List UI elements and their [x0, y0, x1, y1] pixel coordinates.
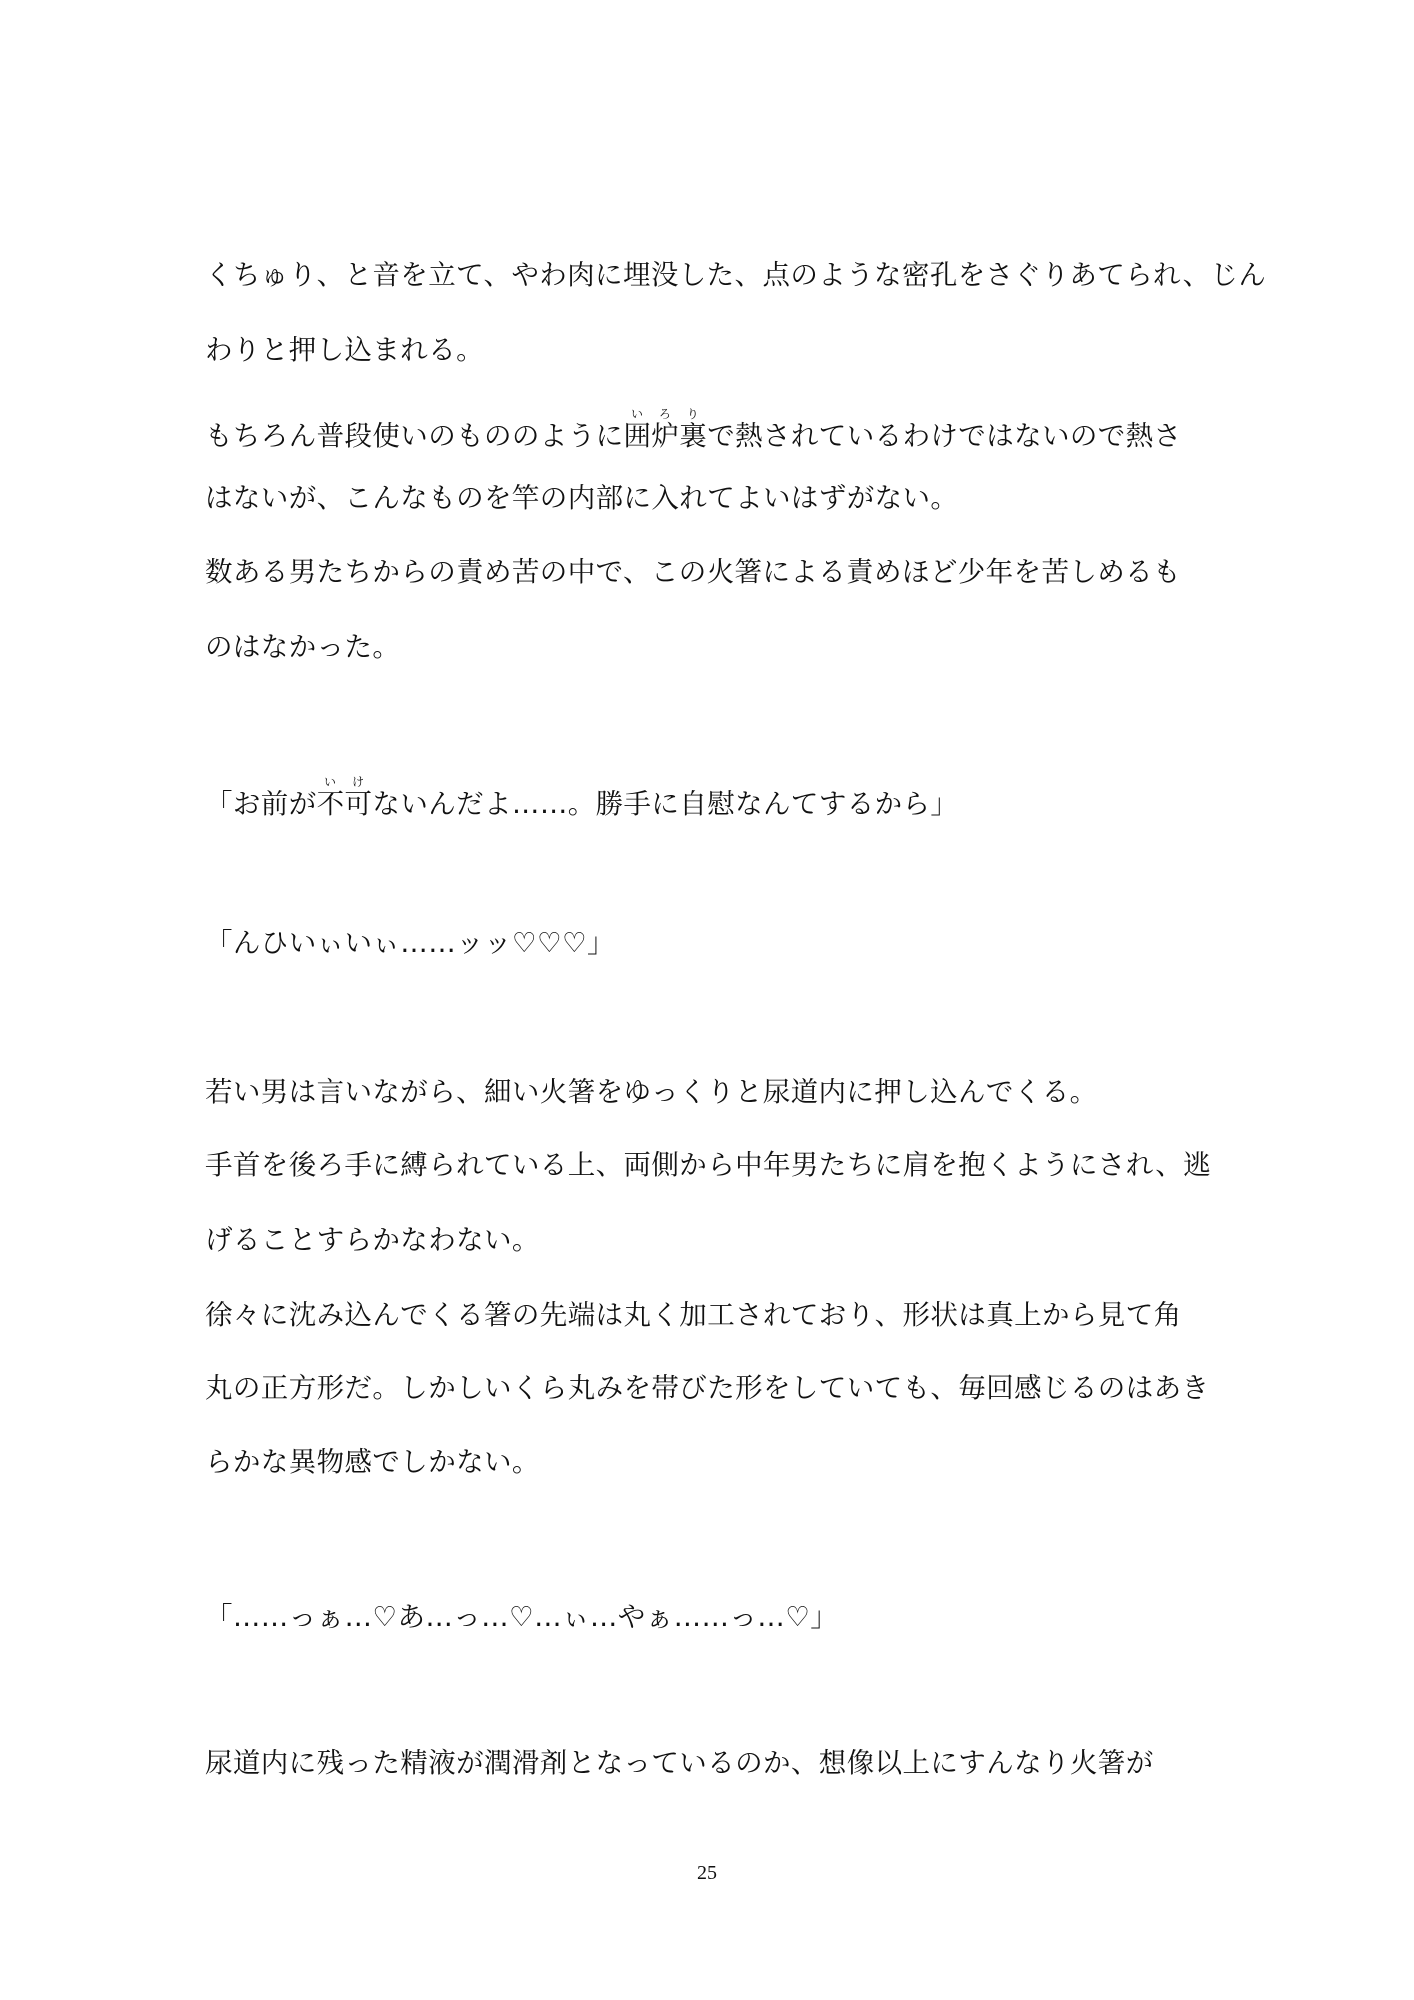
- text-line: 手首を後ろ手に縛られている上、両側から中年男たちに肩を抱くようにされ、逃: [205, 1149, 1212, 1181]
- text-line: [205, 407, 1225, 452]
- text-segment: ないんだよ……。勝手に自慰なんてするから」: [372, 788, 959, 820]
- ruby-reading: いろり: [623, 407, 708, 421]
- text-segment: で熱されているわけではないので熱さ: [707, 420, 1182, 452]
- dialogue-line: [205, 775, 1225, 820]
- text-line: 若い男は言いながら、細い火箸をゆっくりと尿道内に押し込んでくる。: [205, 1076, 1098, 1108]
- ruby-base: 不可: [316, 788, 373, 820]
- text-line: げることすらかなわない。: [205, 1224, 540, 1256]
- ruby-word: [623, 407, 708, 452]
- text-line: らかな異物感でしかない。: [205, 1446, 540, 1478]
- text-segment: もちろん普段使いのもののように: [205, 420, 624, 452]
- text-line: 丸の正方形だ。しかしいくら丸みを帯びた形をしていても、毎回感じるのはあき: [205, 1372, 1210, 1404]
- text-line: 徐々に沈み込んでくる箸の先端は丸く加工されており、形状は真上から見て角: [205, 1299, 1182, 1331]
- text-line: 尿道内に残った精液が潤滑剤となっているのか、想像以上にすんなり火箸が: [205, 1747, 1154, 1779]
- ruby-word: [316, 775, 373, 820]
- text-segment: 「お前が: [205, 788, 317, 820]
- ruby-base: 囲炉裏: [623, 420, 708, 452]
- dialogue-line: 「んひいぃいぃ……ッッ♡♡♡」: [205, 927, 615, 959]
- text-line: くちゅり、と音を立て、やわ肉に埋没した、点のような密孔をさぐりあてられ、じん: [205, 259, 1267, 291]
- text-line: 数ある男たちからの責め苦の中で、この火箸による責めほど少年を苦しめるも: [205, 556, 1181, 588]
- ruby-reading: いけ: [316, 775, 373, 789]
- page-number: 25: [697, 1862, 717, 1884]
- text-line: わりと押し込まれる。: [205, 334, 484, 366]
- text-line: のはなかった。: [205, 631, 401, 663]
- dialogue-line: 「……っぁ…♡あ…っ…♡…ぃ…やぁ……っ…♡」: [205, 1601, 839, 1633]
- text-line: はないが、こんなものを竿の内部に入れてよいはずがない。: [205, 482, 959, 514]
